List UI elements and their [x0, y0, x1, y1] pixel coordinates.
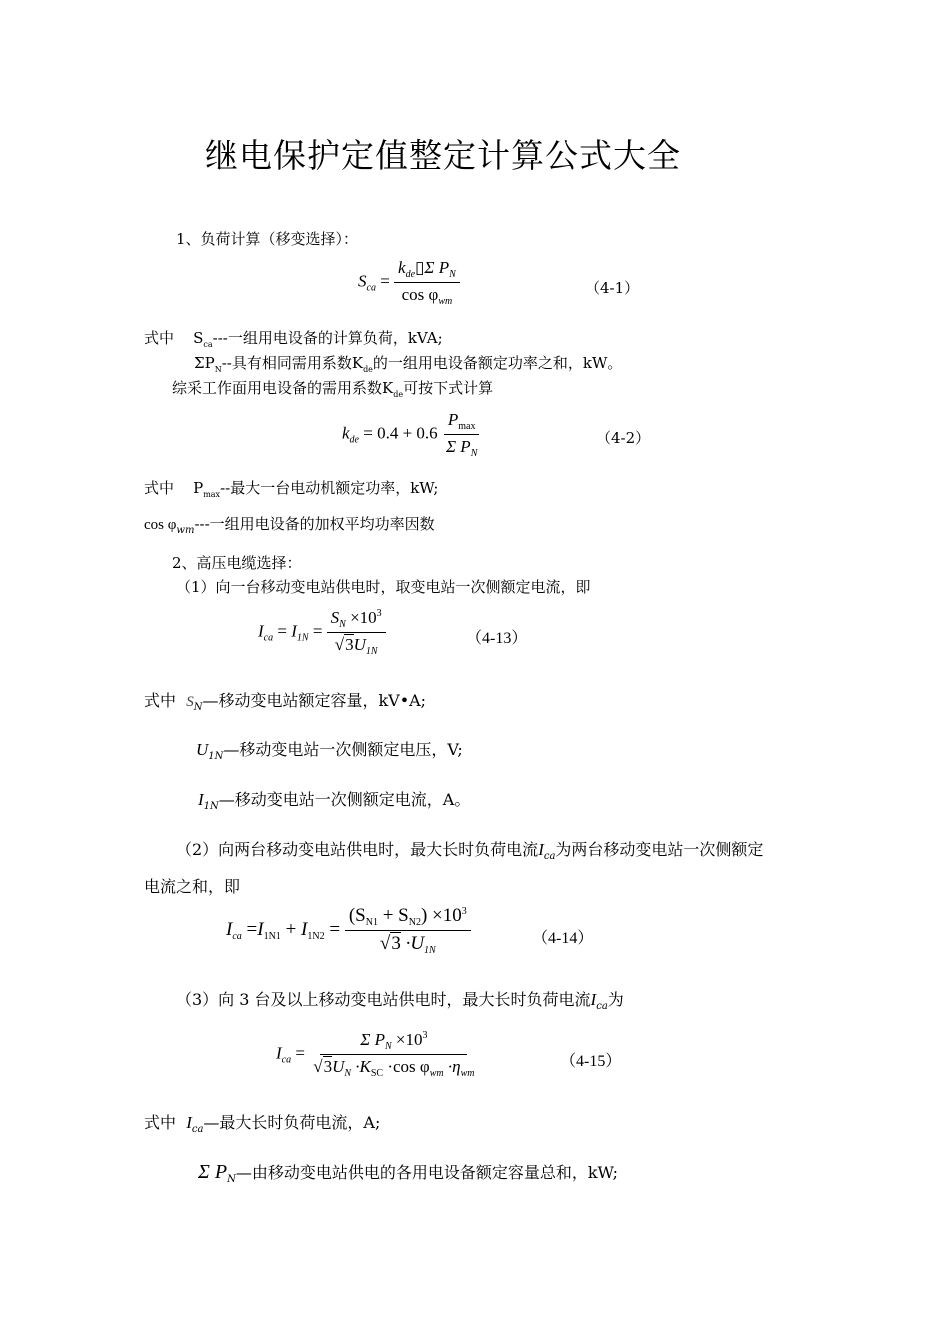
numerator: [345, 905, 471, 931]
subscript: de: [405, 269, 416, 280]
denominator: [309, 1055, 478, 1079]
equation-number-4-14: （4-14）: [532, 930, 594, 947]
subscript: N: [193, 702, 203, 713]
radicand: 3: [391, 933, 401, 954]
sym: P: [447, 410, 459, 429]
sym: ▯Σ P: [415, 258, 450, 277]
sqrt: √3: [334, 635, 354, 654]
equation-number-4-13: （4-13）: [466, 630, 528, 647]
subscript: N: [227, 1174, 236, 1185]
where-line-d: [144, 1110, 380, 1135]
formula-lhs: k: [342, 423, 350, 443]
definition-text: ---一组用电设备的加权平均功率因数: [194, 515, 435, 533]
denominator: [376, 931, 440, 956]
text: （3）向 3 台及以上移动变电站供电时，最大长时负荷电流: [176, 990, 591, 1009]
subscript: N: [470, 448, 478, 459]
subscript: SC: [370, 1068, 384, 1079]
sym: + S: [377, 905, 409, 926]
sqrt: √3: [379, 933, 401, 954]
subscript: ca: [232, 930, 242, 942]
formula-lhs: I: [276, 1043, 282, 1063]
superscript: 3: [376, 608, 382, 619]
definition-text: —移动变电站一次侧额定电流，A。: [218, 790, 471, 809]
subscript: N: [339, 619, 346, 630]
sym: I: [590, 990, 597, 1009]
superscript: 3: [422, 1030, 428, 1041]
formula-4-13: [258, 608, 386, 657]
subscript: 1N: [424, 945, 436, 956]
subscript: ca: [203, 340, 213, 349]
subscript: wm: [460, 1068, 475, 1079]
text: 为: [607, 990, 624, 1009]
subscript: wm: [429, 1068, 444, 1079]
subscript: de: [393, 390, 404, 399]
sym: U: [196, 740, 209, 759]
text: 为两台移动变电站一次侧额定: [555, 840, 764, 859]
definition-text: ---一组用电设备的计算负荷，kVA;: [212, 329, 443, 347]
where-line-4: [144, 477, 438, 499]
sym: cos φ: [401, 285, 439, 304]
denominator: [442, 435, 481, 459]
definition-text: --具有相同需用系数: [221, 354, 352, 372]
sym: Σ P: [198, 1161, 228, 1183]
subscript: max: [458, 421, 476, 432]
text: 可按下式计算: [403, 379, 494, 397]
expression: = 0.4 + 0.6: [363, 423, 438, 443]
subscript: N: [344, 1068, 352, 1079]
subscript: 1N: [296, 632, 309, 644]
sym: S: [330, 608, 340, 627]
section-1-heading: 1、负荷计算（移变选择）：: [176, 230, 359, 248]
sym: S: [193, 329, 204, 347]
definition-text: —移动变电站一次侧额定电压，V;: [223, 740, 463, 759]
sym: ΣP: [194, 354, 215, 372]
formula-lhs: I: [226, 918, 233, 940]
subscript: N: [214, 365, 222, 374]
definition-text: 的一组用电设备额定功率之和，kW。: [372, 354, 623, 372]
numerator: [320, 1030, 467, 1055]
equals: =: [380, 271, 390, 291]
formula-lhs: S: [358, 271, 367, 291]
subscript: de: [349, 434, 359, 446]
sym: ·η: [447, 1057, 461, 1076]
subscript: 1N2: [307, 930, 325, 942]
formula-4-1: [358, 258, 460, 307]
equals: =: [295, 1043, 305, 1063]
subscript: N: [384, 1041, 392, 1052]
numerator: [444, 410, 480, 435]
text: （2）向两台移动变电站供电时，最大长时负荷电流: [176, 840, 539, 859]
sym: I: [186, 1113, 192, 1132]
subscript: ca: [263, 632, 274, 644]
definition-text: —最大长时负荷电流，A;: [203, 1113, 381, 1132]
sym: ×10: [350, 608, 377, 627]
subscript: wm: [176, 525, 195, 536]
radicand: 3: [323, 1057, 333, 1076]
subscript: max: [203, 490, 221, 499]
where-line-2: [194, 352, 622, 374]
superscript: 3: [461, 906, 467, 917]
sym: I: [301, 918, 308, 940]
sym: ×10: [395, 1030, 423, 1049]
subscript: ca: [596, 1001, 608, 1012]
where-line-b: [196, 737, 463, 762]
subscript: 1N: [365, 646, 378, 657]
page-title: 继电保护定值整定计算公式大全: [205, 136, 681, 175]
sym: I: [291, 621, 297, 641]
plus: +: [285, 918, 297, 940]
sqrt: √3: [313, 1057, 333, 1076]
subscript: ca: [191, 1124, 204, 1135]
case-1-text: （1）向一台移动变电站供电时，取变电站一次侧额定电流，即: [176, 578, 591, 596]
sym: ·cos φ: [387, 1057, 430, 1076]
definition-text: —移动变电站额定容量，kV•A;: [202, 691, 427, 710]
sym: I: [257, 918, 264, 940]
equals: =: [246, 918, 258, 940]
where-label: 式中: [144, 691, 177, 710]
sym: Σ P: [360, 1030, 385, 1049]
where-label: 式中: [144, 479, 175, 497]
sym: U: [353, 635, 366, 654]
where-label: 式中: [144, 1113, 177, 1132]
fraction: [309, 1030, 478, 1079]
sym: U: [332, 1057, 345, 1076]
where-line-c: [198, 787, 470, 812]
subscript: 1N1: [263, 930, 281, 942]
sym: K: [351, 354, 364, 372]
denominator: [398, 283, 457, 307]
subscript: N: [449, 269, 456, 280]
radicand: 3: [345, 635, 354, 654]
fraction: [327, 608, 386, 657]
fraction: [345, 905, 471, 956]
where-line-3: [172, 377, 493, 399]
sym: I: [198, 790, 204, 809]
subscript: 1N: [203, 801, 219, 812]
sym: (S: [348, 905, 366, 926]
equation-number-4-1: （4-1）: [585, 279, 640, 297]
formula-4-2: [342, 410, 481, 459]
subscript: ca: [543, 851, 556, 862]
where-line-e: [198, 1160, 618, 1185]
where-line-1: [144, 327, 443, 349]
formula-4-14: [226, 905, 471, 956]
text: 综采工作面用电设备的需用系数: [172, 379, 383, 397]
definition-text: —由移动变电站供电的各用电设备额定容量总和，kW;: [235, 1163, 619, 1182]
subscript: N1: [365, 917, 378, 928]
subscript: wm: [438, 296, 453, 307]
formula-4-15: [276, 1030, 478, 1079]
case-2-text-cont: 电流之和，即: [144, 877, 241, 896]
subscript: N2: [408, 917, 421, 928]
sym: ·U: [405, 933, 425, 954]
sym: S: [186, 694, 194, 710]
denominator: [331, 633, 382, 657]
equals: =: [277, 621, 287, 641]
equals: =: [329, 918, 341, 940]
case-2-text: [176, 837, 763, 862]
sym: ) ×10: [420, 905, 462, 926]
sym: ·K: [355, 1057, 371, 1076]
where-label: 式中: [144, 329, 175, 347]
fraction: [442, 410, 481, 459]
sym: I: [538, 840, 544, 859]
sym: P: [193, 479, 204, 497]
sym: Σ P: [445, 437, 471, 456]
sym: cos φ: [144, 517, 177, 533]
subscript: de: [363, 365, 373, 374]
where-line-5: [144, 513, 435, 536]
sym: k: [398, 258, 406, 277]
definition-text: --最大一台电动机额定功率，kW;: [220, 479, 439, 497]
equals: =: [312, 621, 323, 641]
section-2-heading: 2、高压电缆选择：: [172, 554, 302, 572]
equation-number-4-15: （4-15）: [560, 1053, 622, 1070]
formula-lhs: I: [258, 621, 264, 641]
numerator: [394, 258, 460, 283]
fraction: [394, 258, 460, 307]
equation-number-4-2: （4-2）: [596, 429, 651, 447]
subscript: 1N: [208, 751, 224, 762]
subscript: ca: [366, 282, 376, 294]
where-line-a: [144, 688, 426, 713]
case-3-text: [176, 987, 624, 1012]
sym: K: [382, 379, 394, 397]
subscript: ca: [281, 1054, 292, 1066]
numerator: [327, 608, 386, 633]
